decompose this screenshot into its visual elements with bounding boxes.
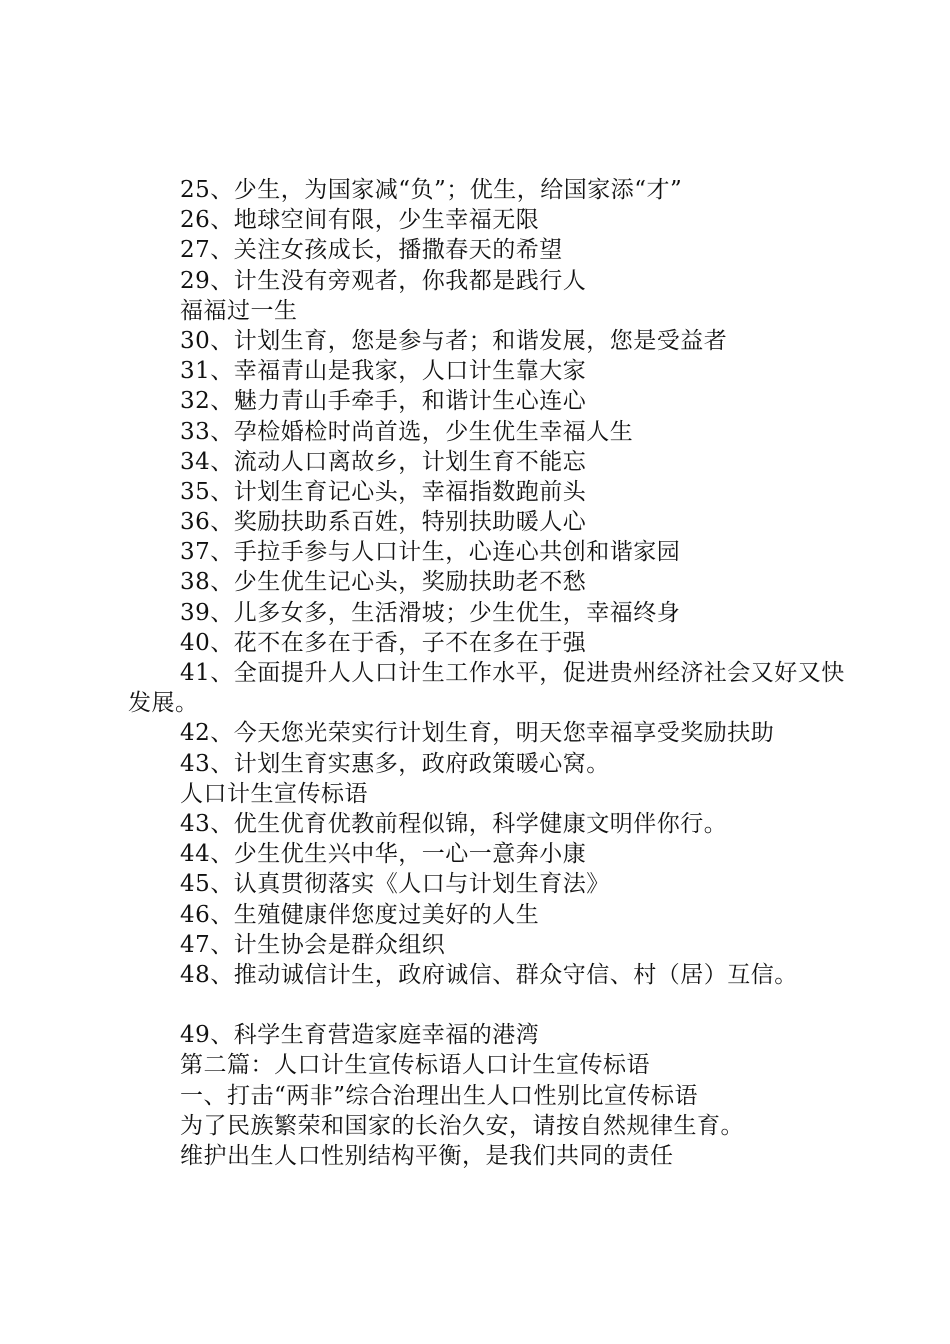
blank-line (128, 990, 850, 1020)
slogan-line: 37、手拉手参与人口计生，心连心共创和谐家园 (180, 539, 681, 566)
slogan-line: 49、科学生育营造家庭幸福的港湾 (180, 1022, 540, 1049)
slogan-line: 27、关注女孩成长，播撒春天的希望 (180, 237, 563, 264)
slogan-line: 46、生殖健康伴您度过美好的人生 (180, 901, 540, 928)
slogan-line: 32、魅力青山手牵手，和谐计生心连心 (180, 388, 587, 415)
slogan-line: 26、地球空间有限，少生幸福无限 (180, 207, 540, 234)
slogan-line: 为了民族繁荣和国家的长治久安，请按自然规律生育。 (180, 1112, 744, 1139)
slogan-line: 福福过一生 (180, 297, 298, 324)
slogan-line: 44、少生优生兴中华，一心一意奔小康 (180, 841, 587, 868)
slogan-line: 42、今天您光荣实行计划生育，明天您幸福享受奖励扶助 (180, 720, 775, 747)
chapter-heading: 第二篇：人口计生宣传标语人口计生宣传标语 (180, 1052, 650, 1079)
slogan-line: 45、认真贯彻落实《人口与计划生育法》 (180, 871, 610, 898)
subsection-heading: 一、打击“两非”综合治理出生人口性别比宣传标语 (180, 1082, 699, 1109)
slogan-line: 40、花不在多在于香，子不在多在于强 (180, 629, 587, 656)
slogan-line: 38、少生优生记心头，奖励扶助老不愁 (180, 569, 587, 596)
slogan-line: 25、少生，为国家减“负”；优生，给国家添“才” (180, 177, 683, 203)
document-body (128, 175, 850, 1171)
slogan-line: 34、流动人口离故乡，计划生育不能忘 (180, 448, 587, 475)
slogan-line: 30、计划生育，您是参与者；和谐发展，您是受益者 (180, 327, 728, 354)
slogan-line: 35、计划生育记心头，幸福指数跑前头 (180, 478, 587, 505)
slogan-line: 39、儿多女多，生活滑坡；少生优生，幸福终身 (180, 599, 681, 626)
slogan-line: 31、幸福青山是我家，人口计生靠大家 (180, 358, 587, 385)
section-heading: 人口计生宣传标语 (180, 780, 368, 807)
slogan-line-wrapped: 41、全面提升人人口计生工作水平，促进贵州经济社会又好又快发展。 (128, 660, 845, 717)
slogan-line: 维护出生人口性别结构平衡，是我们共同的责任 (180, 1143, 674, 1170)
slogan-line: 48、推动诚信计生，政府诚信、群众守信、村（居）互信。 (180, 961, 798, 988)
slogan-line: 43、计划生育实惠多，政府政策暖心窝。 (180, 750, 610, 777)
slogan-line: 43、优生优育优教前程似锦，科学健康文明伴你行。 (180, 810, 728, 837)
slogan-line: 47、计生协会是群众组织 (180, 931, 446, 958)
slogan-line: 29、计生没有旁观者，你我都是践行人 (180, 267, 587, 294)
slogan-line: 36、奖励扶助系百姓，特别扶助暖人心 (180, 509, 587, 536)
slogan-line: 33、孕检婚检时尚首选，少生优生幸福人生 (180, 418, 634, 445)
